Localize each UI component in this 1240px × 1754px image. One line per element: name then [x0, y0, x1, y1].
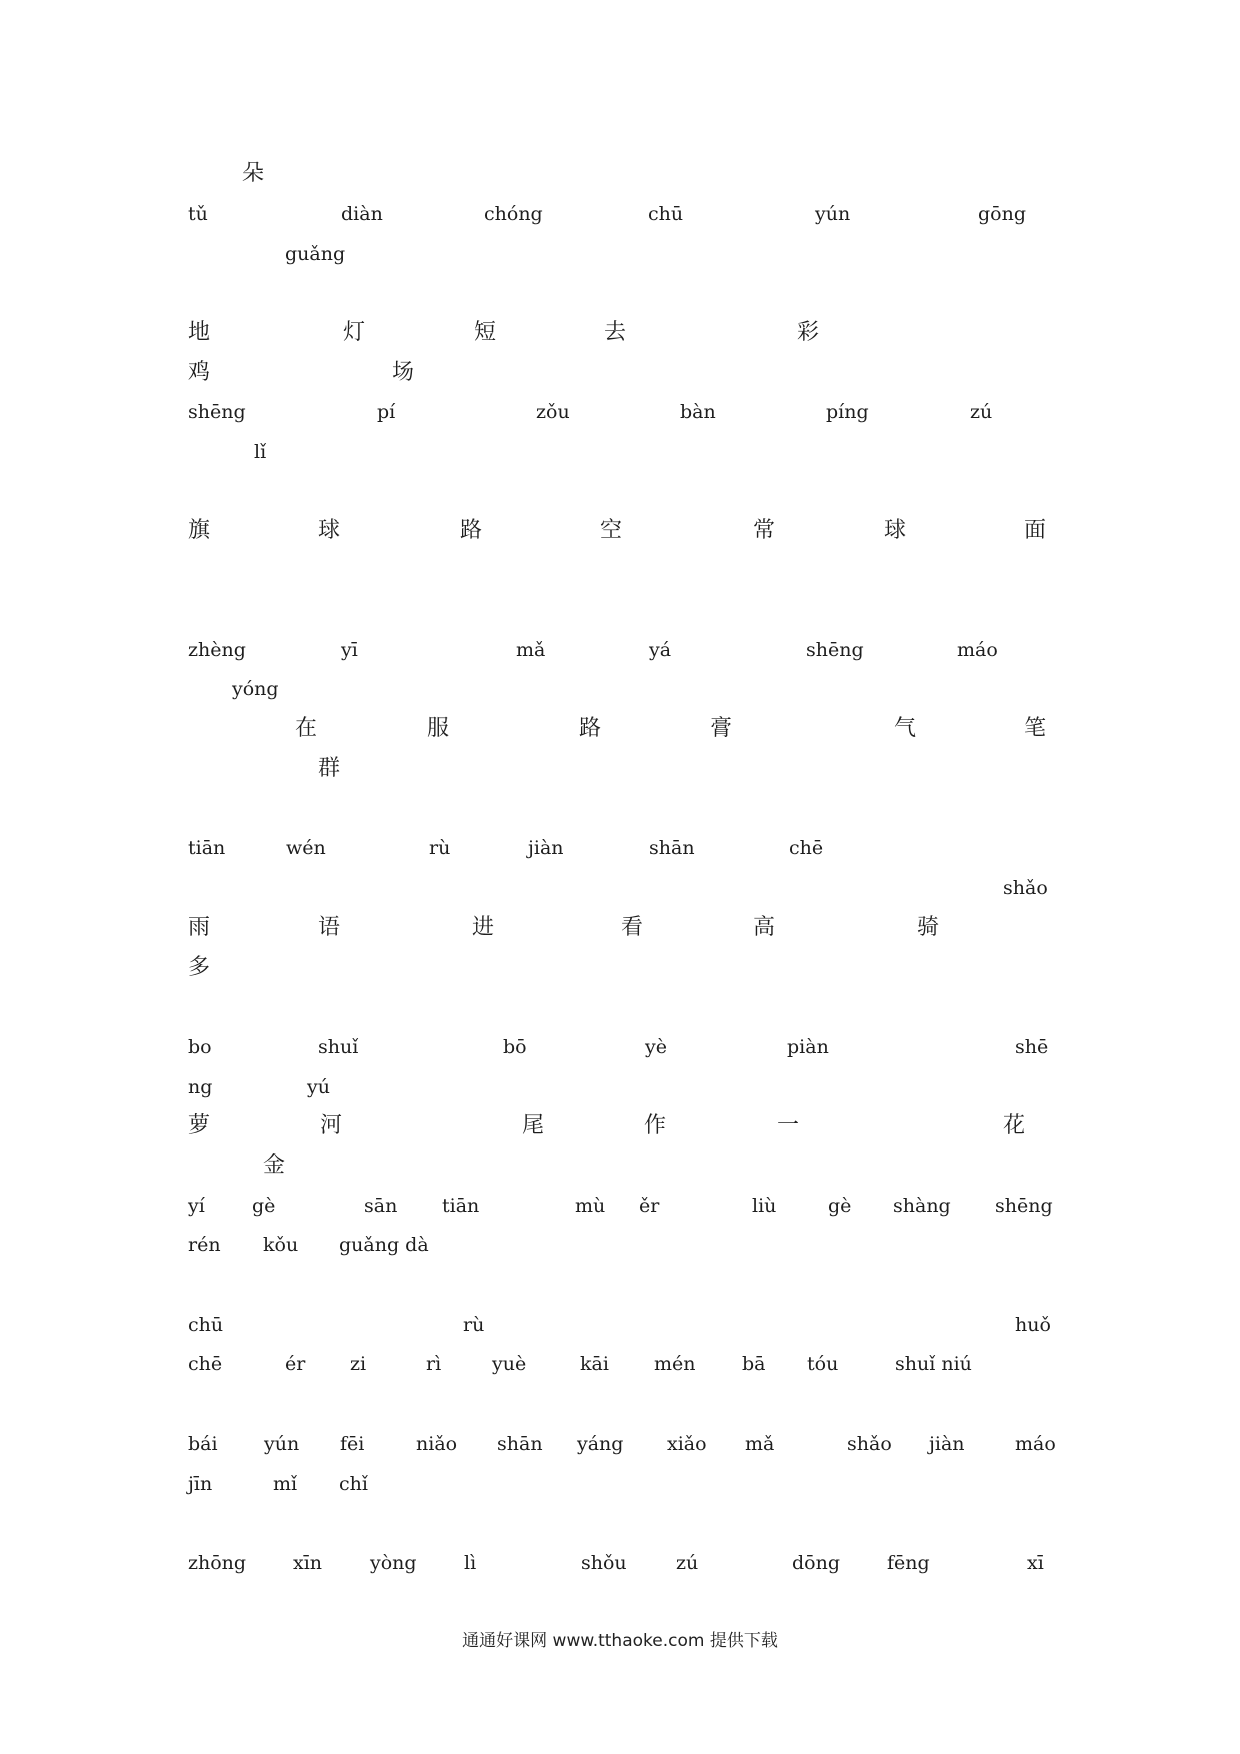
pinyin-syllable: shǎo: [847, 1433, 892, 1455]
hanzi-char: 笔: [1024, 716, 1047, 741]
pinyin-syllable: bàn: [680, 401, 716, 423]
pinyin-syllable: yún: [815, 203, 851, 225]
pinyin-syllable: sān: [364, 1195, 398, 1217]
pinyin-syllable: yáng: [577, 1433, 624, 1455]
pinyin-line: [0, 1551, 1240, 1591]
pinyin-syllable: zú: [676, 1552, 699, 1574]
pinyin-line: [0, 836, 1240, 876]
hanzi-char: 地: [188, 320, 211, 345]
hanzi-char: 旗: [188, 518, 211, 543]
pinyin-syllable: mǎ: [516, 639, 546, 661]
pinyin-syllable: diàn: [341, 203, 383, 225]
pinyin-syllable: shēng: [188, 401, 246, 423]
pinyin-syllable: máo: [957, 639, 998, 661]
footer-text: 通通好课网 www.tthaoke.com 提供下载: [462, 1631, 778, 1651]
pinyin-syllable: yòng: [370, 1552, 417, 1574]
hanzi-char: 多: [188, 955, 211, 980]
hanzi-char: 萝: [188, 1113, 211, 1138]
pinyin-syllable: gè: [252, 1195, 276, 1217]
hanzi-char: 路: [460, 518, 483, 543]
pinyin-syllable: lì: [464, 1552, 477, 1574]
hanzi-line: [0, 162, 1240, 202]
pinyin-syllable: kǒu: [263, 1234, 299, 1256]
pinyin-syllable: shān: [649, 837, 695, 859]
pinyin-syllable: chē: [188, 1353, 223, 1375]
hanzi-char: 河: [320, 1113, 343, 1138]
pinyin-syllable: chóng: [484, 203, 543, 225]
pinyin-syllable: shēng: [995, 1195, 1053, 1217]
pinyin-syllable: gōng: [978, 203, 1027, 225]
pinyin-syllable: liù: [752, 1195, 777, 1217]
pinyin-syllable: yóng: [232, 678, 279, 700]
pinyin-syllable: dōng: [792, 1552, 841, 1574]
pinyin-syllable: pí: [377, 401, 396, 423]
pinyin-syllable: chū: [648, 203, 684, 225]
pinyin-syllable: guǎng: [285, 243, 346, 265]
pinyin-syllable: bo: [188, 1036, 212, 1058]
pinyin-line: [0, 1233, 1240, 1273]
pinyin-line: [0, 638, 1240, 678]
pinyin-syllable: jīn: [188, 1473, 213, 1495]
pinyin-syllable: bái: [188, 1433, 218, 1455]
hanzi-char: 面: [1024, 518, 1047, 543]
hanzi-char: 进: [472, 915, 495, 940]
pinyin-syllable: rén: [188, 1234, 221, 1256]
pinyin-syllable: rì: [426, 1353, 442, 1375]
pinyin-syllable: ěr: [639, 1195, 660, 1217]
pinyin-syllable: wén: [286, 837, 326, 859]
pinyin-line: [0, 242, 1240, 282]
pinyin-syllable: fēng: [887, 1552, 930, 1574]
pinyin-syllable: mǐ: [273, 1473, 298, 1495]
hanzi-char: 去: [604, 320, 627, 345]
pinyin-syllable: guǎng dà: [339, 1234, 429, 1256]
hanzi-char: 语: [318, 915, 341, 940]
hanzi-line: [0, 1114, 1240, 1154]
pinyin-syllable: tiān: [188, 837, 226, 859]
hanzi-char: 尾: [522, 1113, 545, 1138]
hanzi-char: 朵: [242, 161, 265, 186]
pinyin-syllable: huǒ: [1015, 1314, 1051, 1336]
pinyin-syllable: fēi: [340, 1433, 365, 1455]
hanzi-char: 膏: [710, 716, 733, 741]
pinyin-syllable: yá: [649, 639, 672, 661]
hanzi-char: 看: [621, 915, 644, 940]
pinyin-syllable: mén: [654, 1353, 696, 1375]
pinyin-syllable: chū: [188, 1314, 224, 1336]
pinyin-syllable: chē: [789, 837, 824, 859]
hanzi-char: 骑: [917, 915, 940, 940]
pinyin-syllable: jiàn: [528, 837, 564, 859]
pinyin-syllable: tiān: [442, 1195, 480, 1217]
hanzi-char: 彩: [797, 320, 820, 345]
pinyin-line: [0, 1313, 1240, 1353]
hanzi-char: 灯: [343, 320, 366, 345]
pinyin-syllable: shān: [497, 1433, 543, 1455]
hanzi-char: 短: [474, 320, 497, 345]
pinyin-syllable: ér: [285, 1353, 306, 1375]
pinyin-line: [0, 677, 1240, 717]
pinyin-syllable: zǒu: [536, 401, 570, 423]
hanzi-line: [0, 1154, 1240, 1194]
pinyin-syllable: zú: [970, 401, 993, 423]
pinyin-syllable: bā: [742, 1353, 766, 1375]
hanzi-char: 金: [263, 1153, 286, 1178]
pinyin-syllable: niǎo: [416, 1433, 458, 1455]
hanzi-char: 一: [777, 1113, 800, 1138]
hanzi-char: 路: [579, 716, 602, 741]
pinyin-syllable: xī: [1027, 1552, 1044, 1574]
hanzi-line: [0, 519, 1240, 559]
hanzi-line: [0, 717, 1240, 757]
hanzi-char: 高: [753, 915, 776, 940]
hanzi-char: 空: [600, 518, 623, 543]
pinyin-syllable: tóu: [807, 1353, 839, 1375]
hanzi-char: 鸡: [188, 360, 211, 385]
hanzi-line: [0, 321, 1240, 361]
pinyin-syllable: mǎ: [745, 1433, 775, 1455]
pinyin-line: [0, 1432, 1240, 1472]
pinyin-syllable: bō: [503, 1036, 527, 1058]
pinyin-line: [0, 202, 1240, 242]
pinyin-syllable: máo: [1015, 1433, 1056, 1455]
pinyin-line: [0, 1194, 1240, 1234]
pinyin-line: [0, 1352, 1240, 1392]
pinyin-line: [0, 440, 1240, 480]
pinyin-syllable: rù: [429, 837, 451, 859]
hanzi-line: [0, 956, 1240, 996]
hanzi-line: [0, 361, 1240, 401]
pinyin-syllable: yí: [188, 1195, 205, 1217]
pinyin-syllable: shàng: [893, 1195, 951, 1217]
pinyin-syllable: yún: [264, 1433, 300, 1455]
hanzi-char: 服: [427, 716, 450, 741]
hanzi-char: 常: [753, 518, 776, 543]
pinyin-syllable: zhèng: [188, 639, 246, 661]
pinyin-syllable: piàn: [787, 1036, 829, 1058]
pinyin-syllable: rù: [463, 1314, 485, 1336]
pinyin-syllable: shuǐ niú: [895, 1353, 972, 1375]
pinyin-syllable: jiàn: [929, 1433, 965, 1455]
pinyin-line: [0, 1035, 1240, 1075]
pinyin-syllable: mù: [575, 1195, 606, 1217]
pinyin-syllable: ng: [188, 1076, 213, 1098]
pinyin-syllable: chǐ: [339, 1473, 368, 1495]
pinyin-syllable: shē: [1015, 1036, 1049, 1058]
pinyin-syllable: yuè: [492, 1353, 527, 1375]
pinyin-syllable: xiǎo: [667, 1433, 707, 1455]
pinyin-syllable: shǒu: [581, 1552, 627, 1574]
pinyin-line: [0, 1075, 1240, 1115]
hanzi-char: 群: [318, 756, 341, 781]
hanzi-char: 球: [884, 518, 907, 543]
pinyin-syllable: lǐ: [254, 441, 267, 463]
pinyin-syllable: píng: [826, 401, 869, 423]
pinyin-syllable: zi: [350, 1353, 367, 1375]
pinyin-syllable: kāi: [580, 1353, 609, 1375]
hanzi-char: 气: [894, 716, 917, 741]
pinyin-line: [0, 1472, 1240, 1512]
hanzi-char: 作: [644, 1113, 667, 1138]
hanzi-char: 球: [318, 518, 341, 543]
pinyin-syllable: yú: [307, 1076, 330, 1098]
hanzi-line: [0, 757, 1240, 797]
pinyin-syllable: yè: [645, 1036, 667, 1058]
pinyin-syllable: xīn: [293, 1552, 323, 1574]
hanzi-char: 场: [392, 360, 415, 385]
pinyin-syllable: gè: [828, 1195, 852, 1217]
pinyin-syllable: tǔ: [188, 203, 208, 225]
hanzi-char: 在: [295, 716, 318, 741]
pinyin-syllable: shēng: [806, 639, 864, 661]
pinyin-line: [0, 876, 1240, 916]
pinyin-syllable: yī: [341, 639, 358, 661]
hanzi-line: [0, 916, 1240, 956]
pinyin-syllable: shuǐ: [318, 1036, 359, 1058]
pinyin-syllable: shǎo: [1003, 877, 1048, 899]
hanzi-char: 花: [1003, 1113, 1026, 1138]
pinyin-line: [0, 400, 1240, 440]
hanzi-char: 雨: [188, 915, 211, 940]
pinyin-syllable: zhōng: [188, 1552, 247, 1574]
